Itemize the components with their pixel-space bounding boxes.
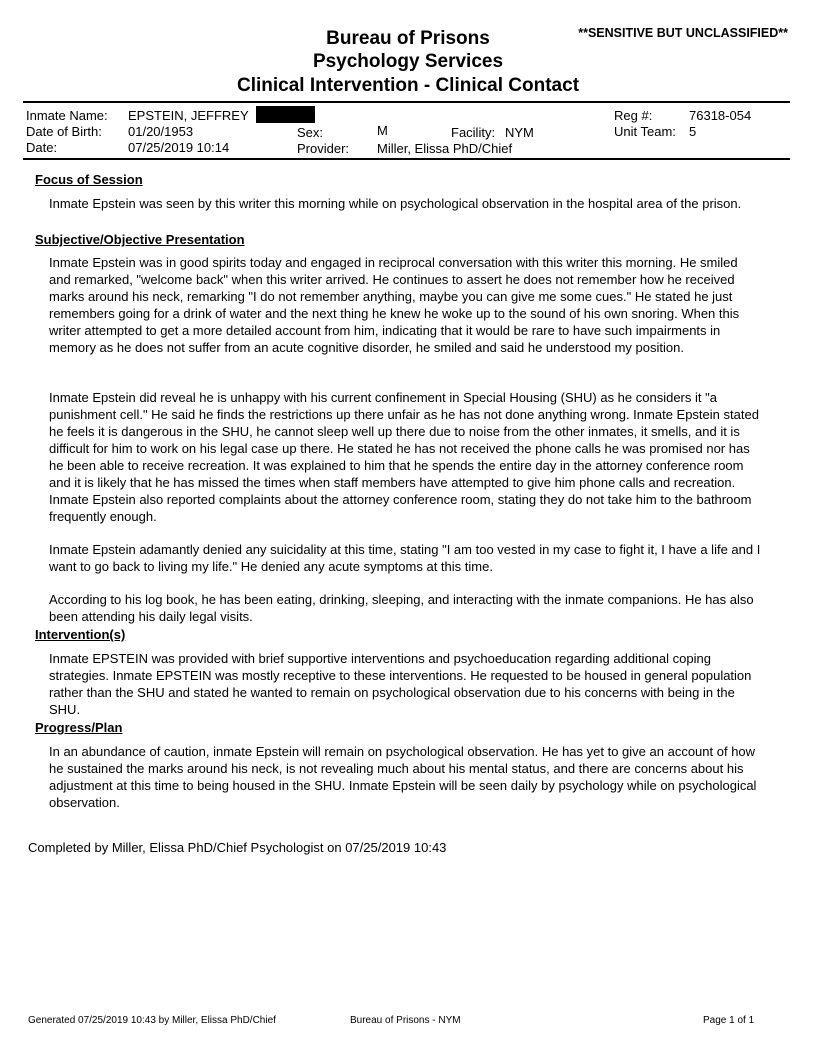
provider-value: Miller, Elissa PhD/Chief xyxy=(377,141,513,156)
focus-heading: Focus of Session xyxy=(35,172,143,187)
intervention-heading: Intervention(s) xyxy=(35,627,126,642)
date-label: Date: xyxy=(26,140,58,155)
subjective-heading: Subjective/Objective Presentation xyxy=(35,232,245,247)
sensitivity-label: **SENSITIVE BUT UNCLASSIFIED** xyxy=(578,26,788,40)
subjective-paragraph-1: Inmate Epstein was in good spirits today and engaged in reciprocal conversation with this writer this morning. He smiled and remarked, "welcome back" when this writer arrived. He continues to assert he does not remember how he received marks around his neck, remarking "I do not remember anything, maybe you can give me some cues." He stated he just remembers going for a drink of water and the next thing he knew he woke up to the sound of his own snoring. When this writer attempted to get a more detailed account from him, indicating that it would be rare to have such impairments in memory as he does not suffer from an acute cognitive disorder, he smiled and said he understood my position. xyxy=(49,255,740,355)
completed-by: Completed by Miller, Elissa PhD/Chief Psychologist on 07/25/2019 10:43 xyxy=(28,840,447,855)
date-value: 07/25/2019 10:14 xyxy=(128,140,230,155)
redaction-block xyxy=(256,106,315,123)
footer-generated: Generated 07/25/2019 10:43 by Miller, Elissa PhD/Chief xyxy=(28,1015,276,1026)
subjective-paragraph-4: According to his log book, he has been eating, drinking, sleeping, and interacting with the inmate companions. He has also been attending his daily legal visits. xyxy=(49,592,754,624)
provider-label: Provider: xyxy=(297,141,350,156)
inmate-name-label: Inmate Name: xyxy=(26,108,108,123)
footer-bureau: Bureau of Prisons - NYM xyxy=(350,1015,461,1026)
facility-value: NYM xyxy=(505,125,534,140)
sex-label: Sex: xyxy=(297,125,324,140)
facility-label: Facility: xyxy=(451,125,496,140)
header-top-rule xyxy=(23,101,790,103)
intervention-paragraph: Inmate EPSTEIN was provided with brief supportive interventions and psychoeducation regarding additional coping strategies. Inmate EPSTEIN was mostly receptive to these interventions. He requested to be housed in general population rather than the SHU and stated he wanted to remain on psychological observation due to his concerns with being in the SHU. xyxy=(49,651,752,717)
focus-paragraph: Inmate Epstein was seen by this writer this morning while on psychological observation in the hospital area of the prison. xyxy=(49,196,742,211)
subjective-paragraph-2: Inmate Epstein did reveal he is unhappy with his current confinement in Special Housing (SHU) as he considers it "a punishment cell." He said he finds the restrictions up there unfair as he has not done anything wrong. Inmate Epstein stated he feels it is dangerous in the SHU, he cannot sleep well up there due to noise from the other inmates, it smells, and it is difficult for him to work on his legal case up there. He stated he has not received the phone calls he was promised nor has he been able to receive recreation. It was explained to him that he spends the entire day in the attorney conference room and it is likely that he has missed the times when staff members have attempted to give him phone calls and recreation. Inmate Epstein also reported complaints about the attorney conference room, stating they do not take him to the bathroom frequently enough. xyxy=(49,390,759,524)
reg-value: 76318-054 xyxy=(689,108,752,123)
subjective-paragraph-3: Inmate Epstein adamantly denied any suicidality at this time, stating "I am too vested in my case to fight it, I have a life and I want to go back to living my life." He denied any acute symptoms at this time. xyxy=(49,542,761,574)
inmate-name-value: EPSTEIN, JEFFREY xyxy=(128,108,249,123)
unit-team-value: 5 xyxy=(689,124,697,139)
dob-label: Date of Birth: xyxy=(26,124,102,139)
agency-title: Bureau of Prisons xyxy=(326,28,490,49)
footer-page: Page 1 of 1 xyxy=(703,1015,755,1026)
reg-label: Reg #: xyxy=(614,108,653,123)
progress-heading: Progress/Plan xyxy=(35,720,123,735)
unit-team-label: Unit Team: xyxy=(614,124,676,139)
department-title: Psychology Services xyxy=(312,51,504,72)
sex-value: M xyxy=(377,123,388,138)
progress-paragraph: In an abundance of caution, inmate Epstein will remain on psychological observation. He has yet to give an account of how he sustained the marks around his neck, is not revealing much about his mental status, and there are concerns about his adjustment at this time to being housed in the SHU. Inmate Epstein will be seen daily by psychology while on psychological observation. xyxy=(49,744,757,810)
document-title: Clinical Intervention - Clinical Contact xyxy=(236,75,580,96)
dob-value: 01/20/1953 xyxy=(128,124,194,139)
header-bottom-rule xyxy=(23,158,790,160)
